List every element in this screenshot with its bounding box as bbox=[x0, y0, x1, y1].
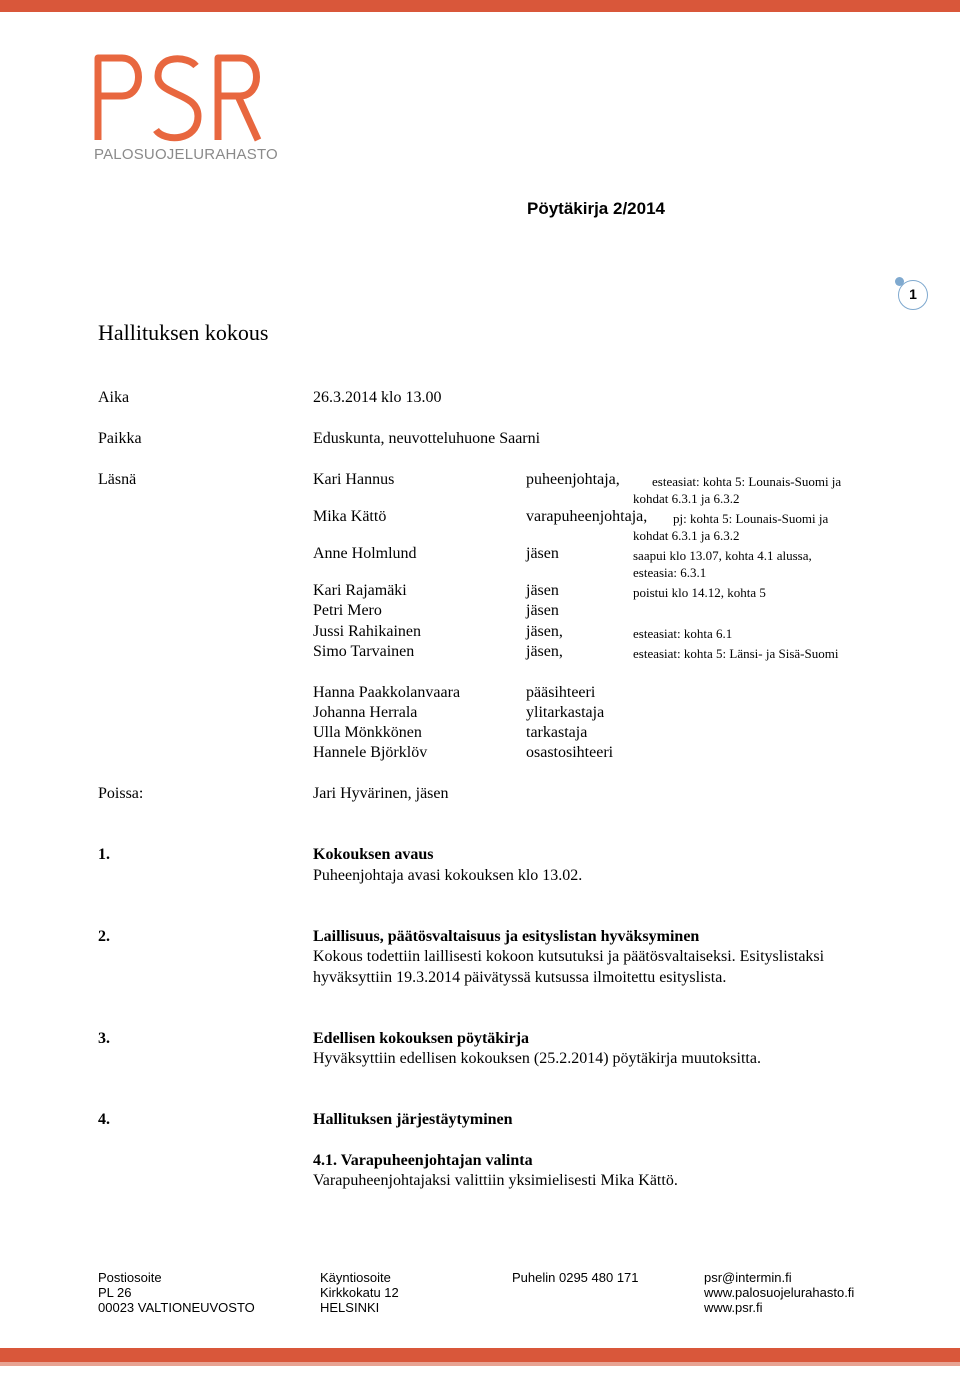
member-role: puheenjohtaja, bbox=[526, 471, 620, 488]
footer-phone bbox=[512, 1270, 639, 1285]
footer-line: Postiosoite bbox=[98, 1270, 162, 1285]
staff-role: pääsihteeri bbox=[526, 684, 596, 701]
member-note: kohdat 6.3.1 ja 6.3.2 bbox=[633, 528, 740, 543]
absent-label: Poissa: bbox=[98, 785, 144, 802]
subsection-title: 4.1. Varapuheenjohtajan valinta bbox=[313, 1152, 533, 1169]
member-note: esteasia: 6.3.1 bbox=[633, 565, 707, 580]
footer-email-link[interactable]: psr@intermin.fi bbox=[704, 1270, 792, 1285]
staff-name: Hannele Björklöv bbox=[313, 744, 428, 761]
staff-name: Johanna Herrala bbox=[313, 704, 418, 721]
place-label: Paikka bbox=[98, 430, 142, 447]
member-role: jäsen bbox=[526, 582, 559, 599]
member-note: kohdat 6.3.1 ja 6.3.2 bbox=[633, 491, 740, 506]
section-title: Laillisuus, päätösvaltaisuus ja esityslistan hyväksyminen bbox=[313, 928, 700, 945]
bottom-accent-stripe bbox=[0, 1362, 960, 1366]
top-accent-bar bbox=[0, 0, 960, 12]
psr-logo bbox=[92, 52, 262, 149]
section-number: 3. bbox=[98, 1030, 110, 1047]
staff-role: tarkastaja bbox=[526, 724, 588, 741]
member-role: jäsen, bbox=[526, 643, 563, 660]
member-note: esteasiat: kohta 5: Länsi- ja Sisä-Suomi bbox=[633, 646, 839, 661]
footer-website-link[interactable]: www.palosuojelurahasto.fi bbox=[704, 1285, 855, 1300]
member-name: Kari Rajamäki bbox=[313, 582, 407, 599]
member-name: Simo Tarvainen bbox=[313, 643, 415, 660]
member-role: jäsen, bbox=[526, 623, 563, 640]
member-note: saapui klo 13.07, kohta 4.1 alussa, bbox=[633, 548, 812, 563]
time-value: 26.3.2014 klo 13.00 bbox=[313, 389, 442, 406]
staff-role: ylitarkastaja bbox=[526, 704, 605, 721]
section-text: Puheenjohtaja avasi kokouksen klo 13.02. bbox=[313, 867, 583, 884]
member-role: jäsen bbox=[526, 545, 559, 562]
section-number: 4. bbox=[98, 1111, 110, 1128]
member-role: jäsen bbox=[526, 602, 559, 619]
staff-name: Hanna Paakkolanvaara bbox=[313, 684, 461, 701]
logo-subtitle: PALOSUOJELURAHASTO bbox=[94, 146, 278, 163]
footer-line: Käyntiosoite bbox=[320, 1270, 391, 1285]
section-text: Hyväksyttiin edellisen kokouksen (25.2.2014) pöytäkirja muutoksitta. bbox=[313, 1050, 761, 1067]
place-value: Eduskunta, neuvotteluhuone Saarni bbox=[313, 430, 541, 447]
bottom-accent-bar bbox=[0, 1348, 960, 1362]
time-label: Aika bbox=[98, 389, 130, 406]
section-text: hyväksyttiin 19.3.2014 päivätyssä kutsussa ilmoitettu esityslista. bbox=[313, 969, 727, 986]
section-title: Edellisen kokouksen pöytäkirja bbox=[313, 1030, 530, 1047]
footer-postal-address bbox=[98, 1270, 255, 1315]
member-note: pj: kohta 5: Lounais-Suomi ja bbox=[673, 511, 829, 526]
member-name: Mika Kättö bbox=[313, 508, 387, 525]
staff-name: Ulla Mönkkönen bbox=[313, 724, 422, 741]
member-name: Petri Mero bbox=[313, 602, 382, 619]
page-number-badge: 1 bbox=[898, 280, 928, 310]
member-name: Kari Hannus bbox=[313, 471, 395, 488]
staff-role: osastosihteeri bbox=[526, 744, 614, 761]
meeting-heading: Hallituksen kokous bbox=[98, 320, 269, 345]
section-number: 2. bbox=[98, 928, 110, 945]
member-name: Jussi Rahikainen bbox=[313, 623, 421, 640]
document-title: Pöytäkirja 2/2014 bbox=[527, 199, 665, 218]
footer-line: HELSINKI bbox=[320, 1300, 380, 1315]
psr-logo-mark bbox=[92, 52, 262, 144]
footer-line: Puhelin 0295 480 171 bbox=[512, 1270, 639, 1285]
subsection-text: Varapuheenjohtajaksi valittiin yksimielisesti Mika Kättö. bbox=[313, 1172, 678, 1189]
footer-website-link[interactable]: www.psr.fi bbox=[704, 1300, 763, 1315]
footer-visiting-address bbox=[320, 1270, 399, 1315]
member-name: Anne Holmlund bbox=[313, 545, 417, 562]
footer-line: Kirkkokatu 12 bbox=[320, 1285, 399, 1300]
member-note: poistui klo 14.12, kohta 5 bbox=[633, 585, 766, 600]
section-text: Kokous todettiin laillisesti kokoon kutsutuksi ja päätösvaltaiseksi. Esityslistaksi bbox=[313, 948, 825, 965]
absent-value: Jari Hyvärinen, jäsen bbox=[313, 785, 449, 802]
member-note: esteasiat: kohta 5: Lounais-Suomi ja bbox=[652, 474, 842, 489]
member-note: esteasiat: kohta 6.1 bbox=[633, 626, 733, 641]
present-label: Läsnä bbox=[98, 471, 137, 488]
section-number: 1. bbox=[98, 846, 110, 863]
footer-line: PL 26 bbox=[98, 1285, 132, 1300]
section-title: Kokouksen avaus bbox=[313, 846, 434, 863]
section-title: Hallituksen järjestäytyminen bbox=[313, 1111, 513, 1128]
footer-line: 00023 VALTIONEUVOSTO bbox=[98, 1300, 255, 1315]
footer-contacts bbox=[704, 1270, 854, 1315]
member-role: varapuheenjohtaja, bbox=[526, 508, 648, 525]
